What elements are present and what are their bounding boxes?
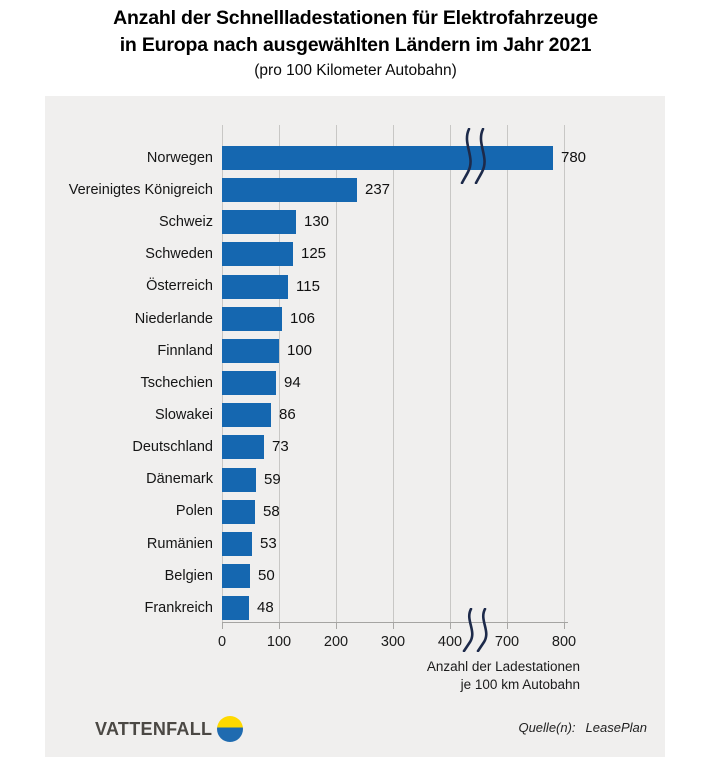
page-title-line1: Anzahl der Schnellladestationen für Elektrofahrzeuge — [113, 7, 598, 29]
value-label: 50 — [258, 566, 275, 584]
gridline — [564, 125, 565, 622]
category-label: Österreich — [146, 278, 213, 295]
x-tick-label: 700 — [494, 634, 520, 650]
category-label: Deutschland — [132, 439, 213, 456]
x-axis-tick — [393, 623, 394, 629]
bar — [222, 146, 553, 170]
bar — [222, 500, 255, 524]
bar — [222, 339, 279, 363]
value-label: 86 — [279, 406, 296, 424]
bar — [222, 435, 264, 459]
bar — [222, 403, 271, 427]
category-label: Rumänien — [146, 535, 213, 552]
value-label: 94 — [284, 374, 301, 392]
x-tick-label: 400 — [437, 634, 463, 650]
axis-break-icon-top — [460, 128, 494, 184]
category-label: Frankreich — [144, 599, 213, 616]
x-axis-caption-line2: je 100 km Autobahn — [460, 676, 580, 692]
x-axis-caption — [345, 658, 580, 693]
category-label: Tschechien — [140, 374, 213, 391]
category-label: Polen — [175, 503, 213, 520]
x-axis-tick — [336, 623, 337, 629]
vattenfall-logo-wordmark: VATTENFALL — [95, 719, 213, 739]
bar — [222, 307, 282, 331]
x-tick-label: 200 — [323, 634, 349, 650]
vattenfall-logo-circle-icon — [217, 716, 243, 742]
gridline — [393, 125, 394, 622]
x-axis-line — [222, 622, 568, 623]
category-label: Slowakei — [154, 406, 213, 423]
value-label: 125 — [301, 245, 327, 263]
bar — [222, 468, 256, 492]
category-label: Schweiz — [159, 214, 213, 231]
x-axis-tick — [222, 623, 223, 629]
bar — [222, 371, 276, 395]
x-axis-caption-line1: Anzahl der Ladestationen — [426, 659, 580, 674]
gridline — [507, 125, 508, 622]
bar — [222, 210, 296, 234]
category-label: Norwegen — [146, 149, 213, 166]
x-axis-tick — [450, 623, 451, 629]
bar — [222, 178, 357, 202]
value-label: 53 — [260, 534, 277, 552]
bar — [222, 275, 288, 299]
value-label: 58 — [263, 502, 280, 520]
x-tick-label: 800 — [551, 634, 577, 650]
category-label: Vereinigtes Königreich — [68, 181, 213, 198]
x-tick-label: 100 — [266, 634, 292, 650]
bar — [222, 532, 252, 556]
page-title-line2: in Europa nach ausgewählten Ländern im Jahr 2021 — [119, 34, 592, 56]
value-label: 130 — [304, 213, 330, 231]
value-label: 106 — [290, 309, 316, 327]
value-label: 780 — [561, 149, 587, 166]
value-label: 48 — [257, 599, 274, 617]
value-label: 237 — [365, 181, 391, 199]
category-label: Dänemark — [146, 471, 213, 488]
value-label: 100 — [287, 341, 313, 359]
category-label: Belgien — [164, 567, 213, 584]
x-axis-tick — [507, 623, 508, 629]
source-label: Quelle(n): — [518, 720, 576, 735]
value-label: 73 — [272, 438, 289, 456]
category-label: Finnland — [157, 342, 213, 359]
page-subtitle: (pro 100 Kilometer Autobahn) — [254, 62, 457, 79]
gridline — [450, 125, 451, 622]
x-axis-tick — [564, 623, 565, 629]
x-tick-label: 0 — [217, 634, 227, 650]
axis-break-icon-bottom — [462, 608, 496, 652]
value-label: 115 — [296, 277, 320, 295]
bar — [222, 596, 249, 620]
category-label: Schweden — [145, 246, 213, 263]
chart-panel — [45, 96, 665, 757]
source-value: LeasePlan — [585, 720, 647, 735]
bar — [222, 564, 250, 588]
source-note — [518, 720, 647, 735]
category-label: Niederlande — [134, 310, 213, 327]
bar — [222, 242, 293, 266]
value-label: 59 — [264, 470, 281, 488]
x-tick-label: 300 — [380, 634, 406, 650]
x-axis-tick — [279, 623, 280, 629]
